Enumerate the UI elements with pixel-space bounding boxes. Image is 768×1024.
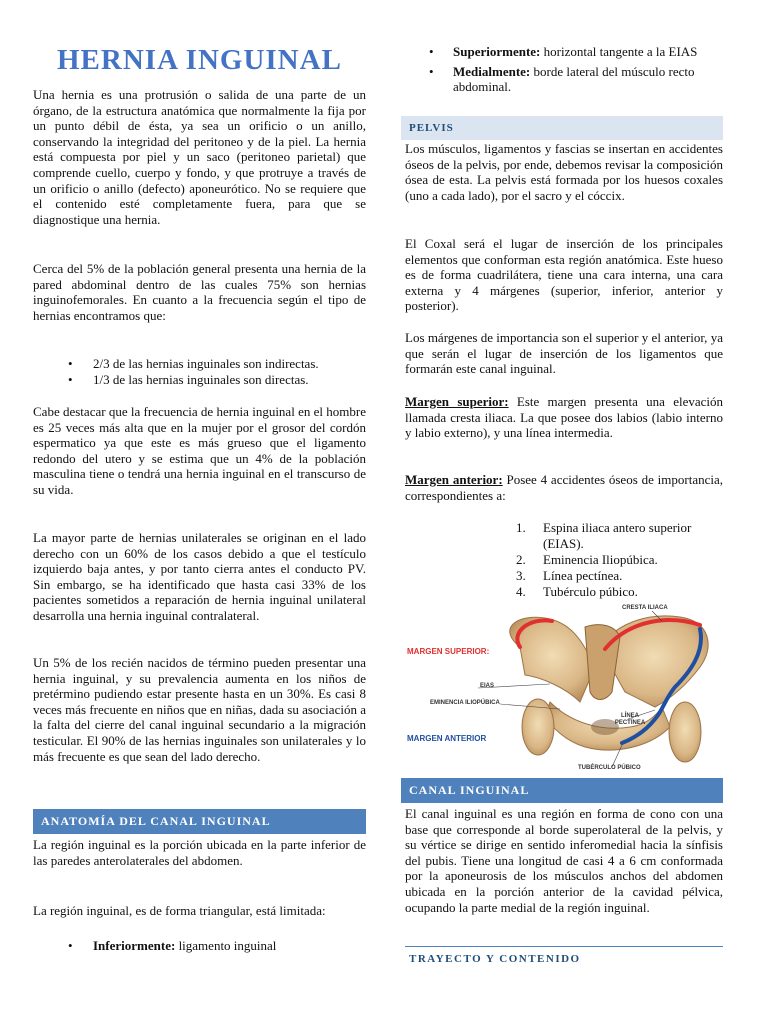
section-header-pelvis: PELVIS — [401, 116, 723, 140]
label-tuberculo: TUBÉRCULO PÚBICO — [578, 765, 641, 771]
paragraph-limits: La región inguinal, es de forma triangular, está limitada: — [33, 903, 326, 918]
paragraph-margins: Los márgenes de importancia son el superior y el anterior, ya que serán el lugar de inserción de los ligamentos que formarán este canal inguinal. — [405, 330, 723, 377]
paragraph-prevalence: Cerca del 5% de la población general presenta una hernia de la pared abdominal dentro de las cuales 75% son hernias inguinofemorales. En cuanto a la frecuencia según el tipo de hernias encontramos que: — [33, 261, 366, 323]
label-margen-anterior: MARGEN ANTERIOR — [407, 734, 487, 743]
list-item: • 2/3 de las hernias inguinales son indirectas. — [33, 356, 366, 372]
limits-list-right — [405, 44, 723, 95]
list-item: • Inferiormente: ligamento inguinal — [33, 938, 366, 954]
trayecto-label: TRAYECTO Y CONTENIDO — [409, 953, 581, 965]
pelvis-figure — [400, 607, 723, 773]
label-margen-superior: MARGEN SUPERIOR: — [407, 647, 490, 656]
list-item: • Superiormente: horizontal tangente a la EIAS — [405, 44, 723, 60]
sacrum — [585, 625, 620, 700]
paragraph-pelvis: Los músculos, ligamentos y fascias se insertan en accidentes óseos de la pelvis, por ende, debemos revisar la composición ósea de esta. La pelvis está formada por los huesos coxales (uno a cada lado), por el sacro y el cóccix. — [405, 141, 723, 203]
paragraph-definition: Una hernia es una protrusión o salida de una parte de un órgano, de la estructura anatómica que normalmente la fija por un punto débil de ésta, ya sea un orificio o un anillo, conservando la integridad del peritoneo y de la piel. La hernia está compuesta por piel y un saco (peritoneo parietal) que comprende cuello, cuerpo y fondo, y que protruye a través de un orificio o anillo (defecto) aponeurótico. No se requiere que el contenido esté completamente fuera, para que se diagnostique una hernia. — [33, 87, 366, 227]
list-item: • Medialmente: borde lateral del músculo recto abdominal. — [405, 64, 723, 95]
paragraph-laterality: La mayor parte de hernias unilaterales se originan en el lado derecho con un 60% de los casos debido a que el testículo izquierdo baja antes, y por tanto cierra antes el conducto PV. Sin embargo, se ha identificado que hasta casi 33% de los pacientes sometidos a reparación de hernia inguinal unilateral desarrolla una hernia inguinal contralateral. — [33, 530, 366, 623]
paragraph-canal: El canal inguinal es una región en forma de cono con una base que corresponde al borde superolateral de la pelvis, y su vértice se dirige en sentido inferomedial hacia la sínfisis del pubis. Tiene una longitud de casi 4 a 6 cm conformada por la aponeurosis de los músculos anchos del abdomen ubicada en la porción anterior de la cavidad pélvica, ocupando la parte medial de la región inguinal. — [405, 806, 723, 915]
paragraph-margen-superior: Margen superior: Este margen presenta una elevación llamada cresta iliaca. La que posee dos labios (labio interno y labio externo), y una línea intermedia. — [405, 394, 723, 441]
accidents-list — [402, 520, 720, 600]
list-item: 4. Tubérculo púbico. — [516, 584, 638, 599]
list-item: 2. Eminencia Iliopúbica. — [516, 552, 658, 567]
paragraph-margen-anterior: Margen anterior: Posee 4 accidentes óseos de importancia, correspondientes a: — [405, 472, 723, 503]
section-header-trayecto — [405, 946, 723, 965]
list-item: 3. Línea pectínea. — [516, 568, 623, 583]
section-header-anatomia: ANATOMÍA DEL CANAL INGUINAL — [33, 809, 366, 834]
limits-list-left — [33, 938, 366, 954]
label-eias: EIAS — [480, 683, 495, 689]
femur-right — [669, 702, 701, 762]
hernia-type-list — [33, 356, 366, 387]
label-cresta-iliaca: CRESTA ILIACA — [622, 605, 668, 611]
pelvis-illustration — [400, 607, 723, 773]
list-item: • 1/3 de las hernias inguinales son directas. — [33, 372, 366, 388]
list-item: 1. Espina iliaca antero superior (EIAS). — [516, 520, 692, 551]
paragraph-newborns: Un 5% de los recién nacidos de término pueden presentar una hernia inguinal, y su prevalencia aumenta en los niños de pretérmino pudiendo estar presente hasta en un 30%. Es casi 8 veces más frecuente en niños que en niñas, dada su asociación a la falta del cierre del canal inguinal secundario a la migración testicular. El 90% de las hernias inguinales son unilaterales y lo más frecuente es que sean del lado derecho. — [33, 655, 366, 764]
label-eminencia: EMINENCIA ILIOPÚBICA — [430, 700, 500, 706]
paragraph-sex-frequency: Cabe destacar que la frecuencia de hernia inguinal en el hombre es 25 veces más alta que en la mujer por el grosor del cordón espermatico ya que este es más grueso que el ligamento redondo del utero y se estima que un 4% de la población masculina tiene o tendrá una hernia inguinal en el transcurso de su vida. — [33, 404, 366, 497]
paragraph-coxal: El Coxal será el lugar de inserción de los principales elementos que conforman esta región anatómica. Este hueso es de forma cuadrilátera, tiene una cara interna, una cara externa y 4 márgenes (superior, inferior, anterior y posterior). — [405, 236, 723, 314]
paragraph-region: La región inguinal es la porción ubicada en la parte inferior de las paredes anterolaterales del abdomen. — [33, 837, 366, 868]
page-title: HERNIA INGUINAL — [57, 44, 342, 76]
section-header-canal: CANAL INGUINAL — [401, 778, 723, 803]
label-linea-pectinea: LÍNEA PECTÍNEA — [614, 713, 646, 726]
